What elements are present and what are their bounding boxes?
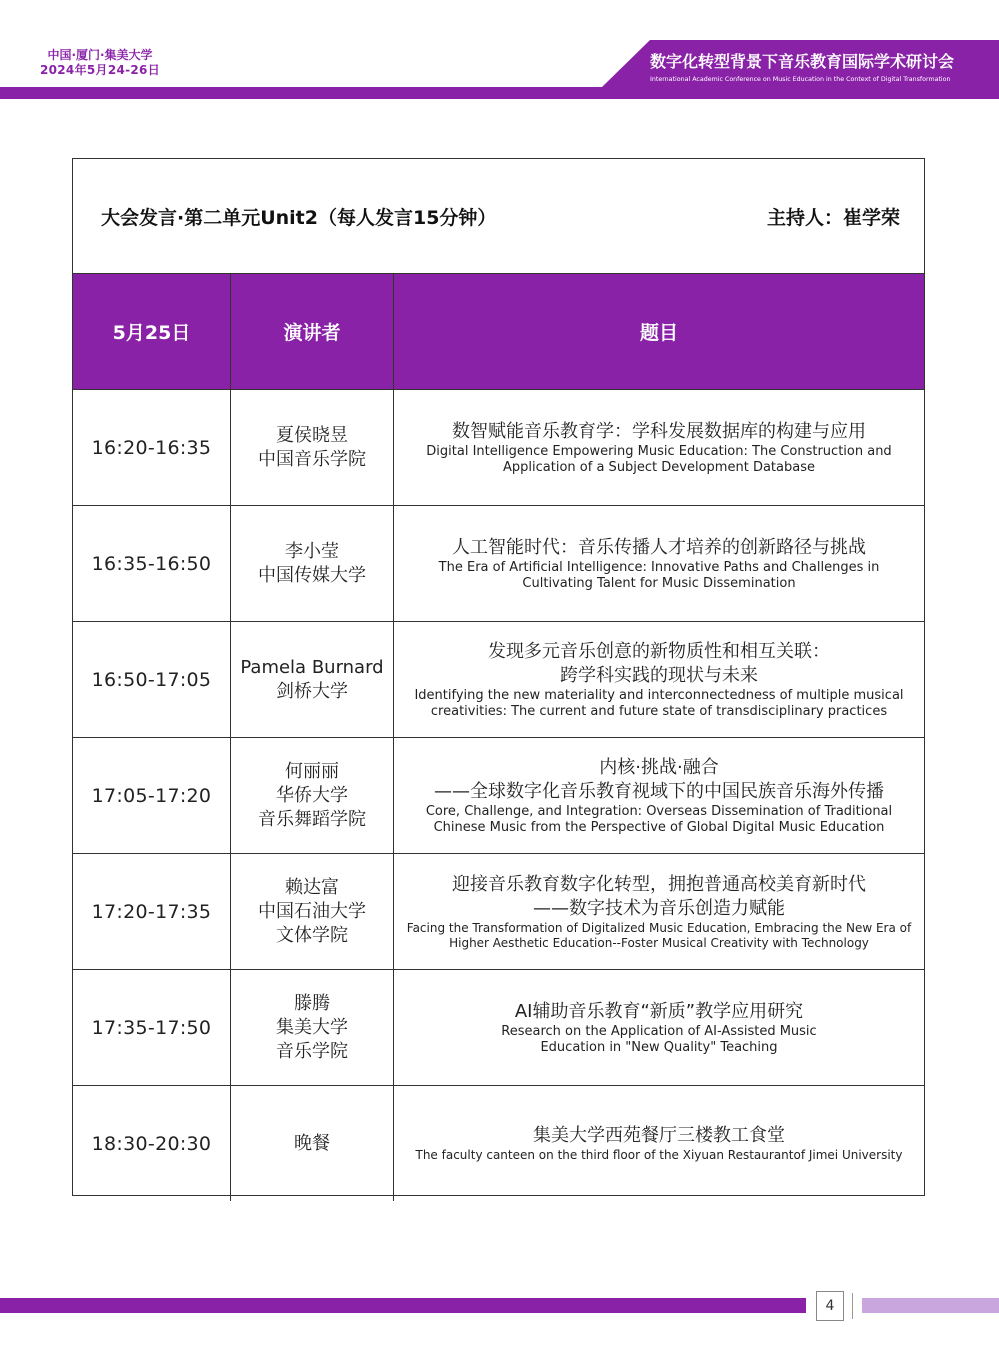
topic-zh-line: 跨学科实践的现状与未来 [560,664,758,686]
topic-en-line: creativities: The current and future state of transdisciplinary practices [430,703,888,719]
time-cell [73,622,231,737]
speaker-line: Pamela Burnard [240,656,384,678]
speaker-line: 集美大学 [276,1016,348,1038]
session-host: 主持人：崔学荣 [766,207,900,229]
topic-zh-line: 数智赋能音乐教育学：学科发展数据库的构建与应用 [452,420,866,442]
time-text: 17:05-17:20 [91,784,212,807]
speaker-cell [231,622,394,737]
table-row [73,854,924,970]
time-text: 16:50-17:05 [91,668,212,691]
conference-subtitle: International Academic Conference on Music Education in the Context of Digital Transformation [650,76,951,83]
table-row [73,622,924,738]
topic-en-line: Higher Aesthetic Education--Foster Musical Creativity with Technology [449,935,869,950]
header-location: 中国·厦门·集美大学 [47,48,153,62]
table-row [73,970,924,1086]
topic-en-line: Core, Challenge, and Integration: Overseas Dissemination of Traditional [425,803,893,819]
session-title-row [73,159,924,274]
speaker-line: 晚餐 [294,1132,330,1154]
time-text: 18:30-20:30 [91,1132,212,1155]
topic-zh-line: 集美大学西苑餐厅三楼教工食堂 [533,1125,785,1146]
time-text: 16:35-16:50 [91,552,212,575]
speaker-line: 赖达富 [285,876,339,898]
topic-en-line: Cultivating Talent for Music Dissemination [522,575,796,591]
header-dates: 2024年5月24-26日 [39,63,161,77]
speaker-line: 音乐学院 [276,1040,348,1062]
topic-zh-line: 迎接音乐教育数字化转型，拥抱普通高校美育新时代 [452,873,866,895]
time-text: 16:20-16:35 [91,436,212,459]
time-cell [73,506,231,621]
page-number: 4 [816,1291,844,1321]
speaker-cell [231,390,394,505]
footer-bar-right [862,1298,999,1313]
speaker-line: 夏侯晓昱 [276,424,348,446]
header-bar [0,87,999,99]
table-row [73,1086,924,1201]
speaker-line: 音乐舞蹈学院 [258,808,366,830]
footer-bar-left [0,1298,806,1313]
table-row [73,738,924,854]
speaker-line: 中国传媒大学 [258,564,366,586]
topic-zh-line: ——数字技术为音乐创造力赋能 [533,897,785,919]
table-row [73,390,924,506]
speaker-line: 滕腾 [294,992,330,1014]
topic-en-line: Facing the Transformation of Digitalized Music Education, Embracing the New Era of [406,920,912,935]
speaker-line: 中国石油大学 [258,900,366,922]
topic-en-line: Education in "New Quality" Teaching [540,1039,778,1055]
topic-cell [394,506,924,621]
speaker-line: 何丽丽 [285,760,339,782]
time-text: 17:20-17:35 [91,900,212,923]
topic-cell [394,622,924,737]
time-cell [73,854,231,969]
topic-cell [394,390,924,505]
time-cell [73,390,231,505]
speaker-line: 中国音乐学院 [258,448,366,470]
schedule-table [72,158,925,1196]
speaker-line: 剑桥大学 [276,680,348,702]
speaker-cell [231,970,394,1085]
speaker-line: 李小莹 [285,540,339,562]
topic-en-line: Application of a Subject Development Database [503,459,815,475]
topic-en-line: Research on the Application of AI-Assisted Music [501,1023,817,1039]
topic-zh-line: 内核·挑战·融合 [599,756,719,778]
topic-en-line: Chinese Music from the Perspective of Global Digital Music Education [433,819,885,835]
time-cell [73,1086,231,1201]
topic-en-line: Digital Intelligence Empowering Music Education: The Construction and [426,443,892,459]
speaker-line: 文体学院 [276,924,348,946]
speaker-cell [231,738,394,853]
header-speaker: 演讲者 [231,274,394,389]
footer-divider [852,1293,853,1319]
topic-cell [394,854,924,969]
topic-zh-line: 人工智能时代：音乐传播人才培养的创新路径与挑战 [452,536,866,558]
time-cell [73,970,231,1085]
speaker-cell [231,854,394,969]
header-location-block [30,48,170,78]
topic-en-line: The faculty canteen on the third floor of the Xiyuan Restaurantof Jimei University [415,1148,903,1162]
session-title: 大会发言·第二单元Unit2（每人发言15分钟） [101,207,497,229]
speaker-line: 华侨大学 [276,784,348,806]
topic-zh-line: 发现多元音乐创意的新物质性和相互关联： [488,640,830,662]
page-header [0,0,999,100]
time-cell [73,738,231,853]
header-date: 5月25日 [73,274,231,389]
topic-zh-line: AI辅助音乐教育“新质”教学应用研究 [514,1000,804,1022]
speaker-cell [231,1086,394,1201]
time-text: 17:35-17:50 [91,1016,212,1039]
conference-title: 数字化转型背景下音乐教育国际学术研讨会 [650,52,955,71]
header-topic: 题目 [639,322,678,344]
table-header-row [73,274,924,390]
topic-en-line: Identifying the new materiality and interconnectedness of multiple musical [414,687,904,703]
topic-en-line: The Era of Artificial Intelligence: Innovative Paths and Challenges in [438,559,880,575]
speaker-cell [231,506,394,621]
topic-cell [394,970,924,1085]
topic-zh-line: ——全球数字化音乐教育视域下的中国民族音乐海外传播 [434,780,884,802]
table-row [73,506,924,622]
topic-cell [394,738,924,853]
topic-cell [394,1086,924,1201]
